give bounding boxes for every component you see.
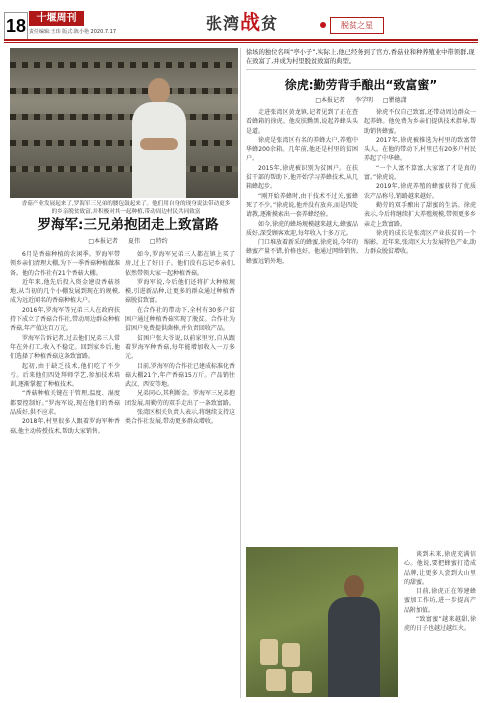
paragraph: “一个人富不算富,大家富了才是真的富。”徐虎说。 bbox=[364, 164, 476, 182]
paragraph: 在合作社的带动下,全村有30多户贫困户通过种植香菇实现了脱贫。合作社为贫困户免费提供菌棒,并负责回收产品。 bbox=[125, 306, 235, 333]
section-dot-icon bbox=[320, 22, 326, 28]
article-column bbox=[404, 550, 476, 698]
shelf bbox=[10, 166, 238, 172]
paragraph: 6月是香菇种植的农闲季。罗海军带领乡亲们清理大棚,为下一季香菇种植做准备。他的合作社有21个香菇大棚。 bbox=[10, 251, 120, 277]
article-column bbox=[246, 108, 358, 548]
paragraph: 起初,由于缺乏技术,他们吃了不少亏。后来他们四处拜师学艺,参加技术培训,逐渐掌握了种植技术。 bbox=[10, 362, 120, 389]
byline-item: □瞿德潇 bbox=[382, 97, 407, 104]
byline-item: 夏伟 bbox=[127, 238, 140, 245]
paragraph: “致富蜜”越来越甜,徐虎的日子也越过越红火。 bbox=[404, 616, 476, 633]
byline-item: □特约 bbox=[149, 238, 168, 245]
brand-pre: 张湾 bbox=[206, 14, 241, 33]
paragraph: 谈到未来,徐虎充满信心。他说,要把蜂蜜打造成品牌,让更多人尝到大山里的甜蜜。 bbox=[404, 551, 476, 586]
article-column bbox=[125, 250, 235, 700]
byline bbox=[18, 236, 238, 245]
shelf bbox=[10, 88, 238, 94]
article-title: 罗海军:三兄弟抱团走上致富路 bbox=[37, 217, 219, 233]
paragraph: 徐虎不仅自己致富,还带动周边群众一起养蜂。他免费为乡亲们提供技术指导,帮助销售蜂蜜。 bbox=[364, 109, 476, 135]
paragraph: 2017年,徐虎被推选为村里的致富带头人。在他的带动下,村里已有20多户村民养起了中华蜂。 bbox=[364, 136, 476, 163]
brand-title bbox=[206, 12, 278, 34]
header-rule bbox=[4, 39, 478, 41]
beekeeper-photo bbox=[246, 547, 398, 697]
article-column bbox=[364, 108, 476, 548]
paragraph: 目前,徐虎正在筹建蜂蜜加工作坊,进一步提高产品附加值。 bbox=[404, 588, 476, 614]
paragraph: 走进张湾区黄龙镇,记者见到了正在查看蜂箱的徐虎。他皮肤黝黑,说起养蜂头头是道。 bbox=[246, 109, 358, 135]
paragraph: 徐虎的成长是张湾区产业扶贫的一个缩影。近年来,张湾区大力发展特色产业,助力群众脱贫增收。 bbox=[364, 229, 476, 256]
paragraph: 门口堆放着新采的蜂蜜,徐虎说,今年的蜂蜜产量不错,价格也好。他通过网络销售,蜂蜜远销外地。 bbox=[246, 239, 358, 265]
brand-post: 贫 bbox=[261, 14, 279, 33]
paragraph: 罗海军说,今后他们还将扩大种植规模,引进新品种,让更多的群众通过种植香菇脱贫致富。 bbox=[125, 278, 235, 305]
editor-line: 责任编辑:王玮 版式:陈小艳 2020.7.17 bbox=[29, 29, 116, 35]
column-tab: 十堰周刊 bbox=[29, 11, 84, 26]
honey-jar bbox=[260, 639, 278, 665]
paragraph: 近年来,他先后投入资金建设香菇基地,从当初的几个小棚发展到现在的规模,成为远近闻名的香菇种植大户。 bbox=[10, 278, 120, 305]
shelf bbox=[10, 140, 238, 146]
page-number: 18 bbox=[4, 12, 28, 40]
paragraph: “刚开始养蜂时,由于技术不过关,蜜蜂死了不少。”徐虎说,他并没有放弃,而是四处请教,逐渐摸索出一套养蜂经验。 bbox=[246, 192, 358, 219]
paragraph: 如今,罗海军兄弟三人都在镇上买了房,过上了好日子。他们没有忘记乡亲们,依然带领大家一起种植香菇。 bbox=[125, 251, 235, 277]
brand-zhan: 战 bbox=[240, 10, 262, 34]
photo-caption: 香菇产业发展起来了,罗海军三兄弟的腰包鼓起来了。他们用自身的现身说法带动更多的乡亲脱贫致富,并积极对其一起种植,带动周边村民共同致富 bbox=[21, 201, 231, 215]
shelf bbox=[10, 62, 238, 68]
honey-jar bbox=[292, 671, 312, 693]
byline bbox=[246, 95, 476, 104]
shelf bbox=[10, 114, 238, 120]
byline-item: □本报记者 bbox=[88, 238, 119, 245]
byline-item: □本报记者 bbox=[315, 97, 346, 104]
paragraph: 徐虎是张湾区有名的养蜂大户,养殖中华蜂200余箱。几年前,他还是村里的贫困户。 bbox=[246, 136, 358, 163]
paragraph: 如今,徐虎的蜂场规模越来越大,蜂蜜品质好,深受顾客欢迎,每年收入十多万元。 bbox=[246, 220, 358, 237]
farmer-figure bbox=[130, 78, 188, 198]
article-intro: 徐垓的独位名叫“亭小子”,实际上,他已经务到了官方,香菇业和种养殖业中带领群,现在致富了,并成为村里脱贫致富的典型。 bbox=[246, 48, 476, 70]
paragraph: 罗海军告诉记者,过去他们兄弟三人常年在外打工,收入不稳定。回到家乡后,他们选择了种植香菇这条致富路。 bbox=[10, 334, 120, 361]
beekeeper-figure bbox=[324, 575, 384, 697]
byline-item: 李学明 bbox=[354, 97, 373, 104]
article-title: 徐虎:勤劳背手酿出“致富蜜” bbox=[284, 78, 438, 92]
paragraph: 2016年,罗海军等兄弟三人在政府扶持下成立了香菇合作社,带动周边群众种植香菇,年产值达百万元。 bbox=[10, 306, 120, 333]
paragraph: 兄弟同心,其利断金。罗海军三兄弟抱团发展,用勤劳的双手走出了一条致富路。 bbox=[125, 390, 235, 407]
article-column bbox=[10, 250, 120, 700]
honey-jar bbox=[282, 643, 300, 667]
honey-jar bbox=[266, 669, 286, 691]
paragraph: 勤劳的双手酿出了甜蜜的生活。徐虎表示,今后将继续扩大养殖规模,带领更多乡亲走上致富路。 bbox=[364, 201, 476, 228]
header-rule-thin bbox=[4, 42, 478, 43]
column-divider bbox=[240, 48, 241, 698]
paragraph: 2018年,村里很多人跟着罗海军种香菇,他主动传授技术,帮助大家销售。 bbox=[10, 418, 120, 435]
paragraph: 2019年,徐虎养殖的蜂蜜获得了优质农产品称号,销路越来越好。 bbox=[364, 183, 476, 200]
paragraph: 目前,罗海军的合作社已建成标准化香菇大棚21个,年产香菇15万斤。产品销往武汉、西安等地。 bbox=[125, 362, 235, 389]
paragraph: 贫困户张大爷说,以前家里穷,自从跟着罗海军种香菇,每年能增加收入一万多元。 bbox=[125, 334, 235, 361]
paragraph: 张湾区相关负责人表示,将继续支持这类合作社发展,带动更多群众增收。 bbox=[125, 409, 235, 426]
section-label: 脱贫之星 bbox=[330, 17, 384, 34]
paragraph: “香菇种植关键在于管理,温度、湿度都要控制好。”罗海军说,现在他们的香菇品质好,供不应求。 bbox=[10, 390, 120, 417]
mushroom-photo bbox=[10, 48, 238, 198]
paragraph: 2015年,徐虎被识别为贫困户。在扶贫干部的帮助下,他开始学习养蜂技术,从几箱蜂起步。 bbox=[246, 164, 358, 191]
